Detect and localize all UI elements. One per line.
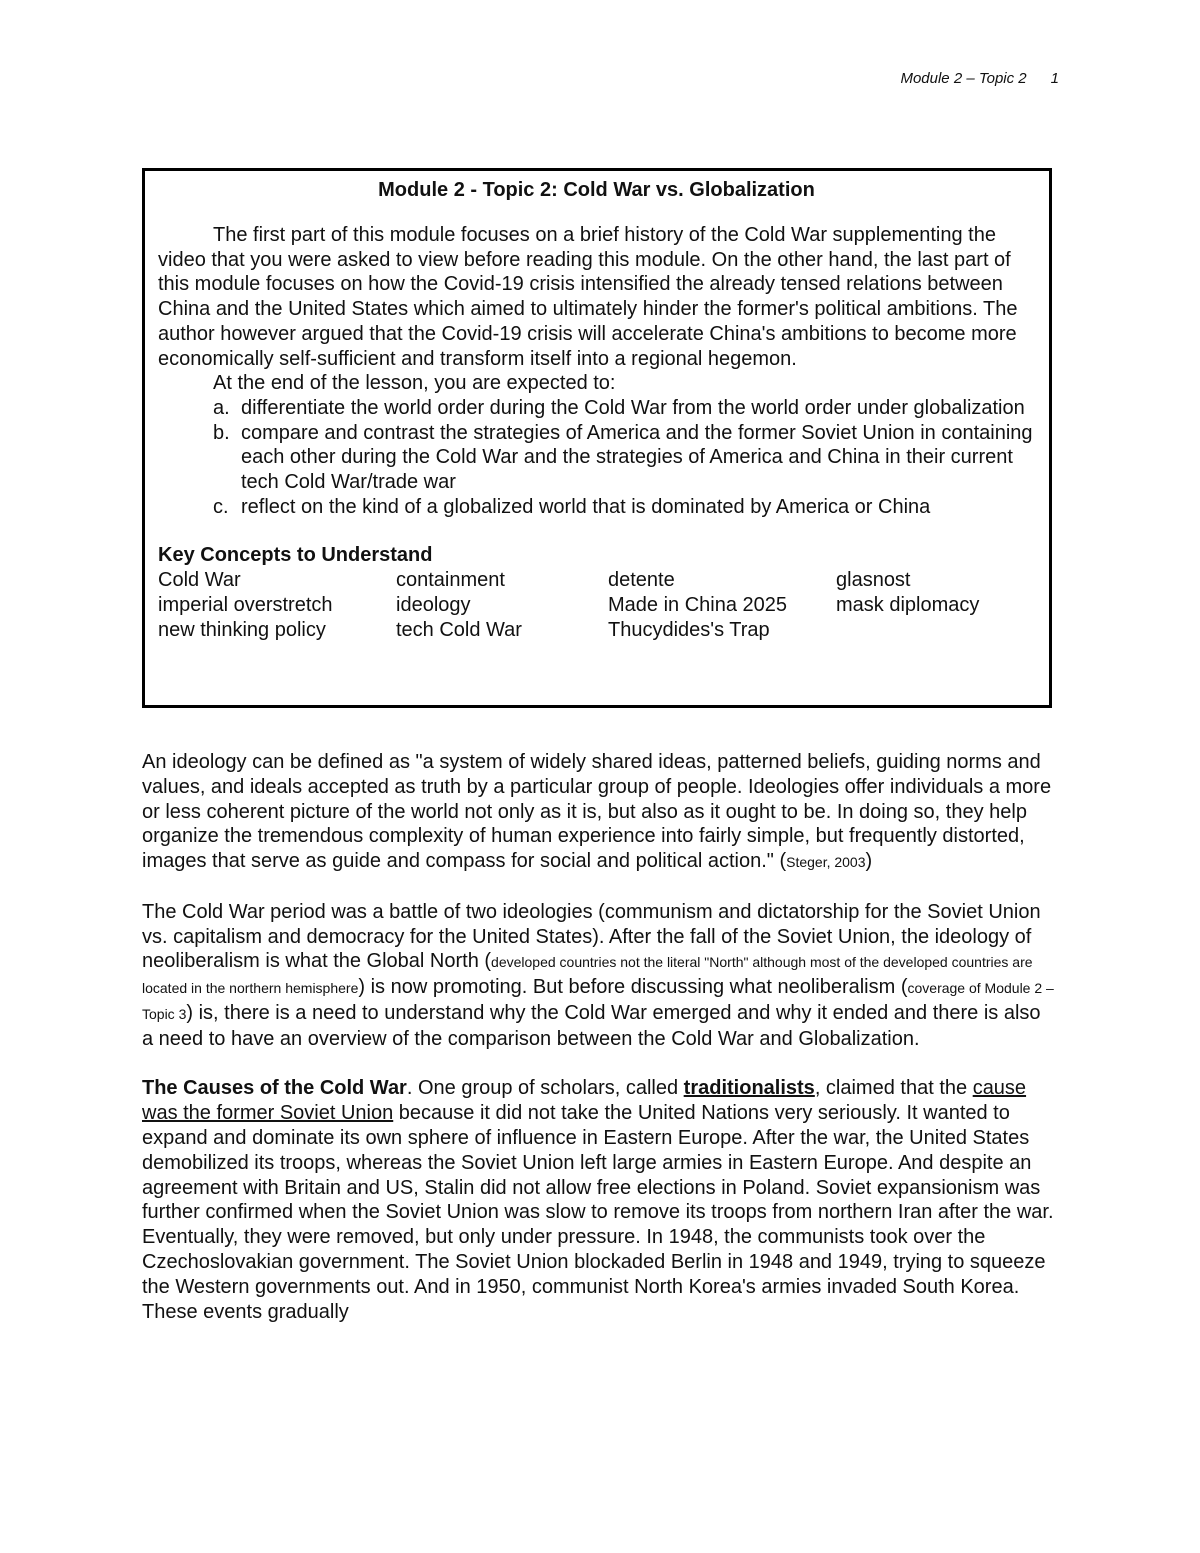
text-run: The Cold War period was a battle of two ideologies (communism and dictatorship for the Soviet Union vs. capitalism and democracy for the United States). After the fall of the Soviet Union, the ideology of neoliberalism is what the Global North ( <box>142 900 1041 973</box>
key-concept: glasnost <box>836 569 911 592</box>
key-concept: tech Cold War <box>396 619 522 642</box>
key-concept: Cold War <box>158 569 241 592</box>
page-number: 1 <box>1050 70 1059 87</box>
objective-item <box>213 495 1035 520</box>
objective-text: differentiate the world order during the Cold War from the world order under globalization <box>241 396 1025 419</box>
running-title: Module 2 – Topic 2 <box>900 70 1027 87</box>
ideology-paragraph <box>142 750 1057 875</box>
objective-item <box>213 396 1035 421</box>
objective-letter: b. <box>213 421 230 444</box>
objectives-list <box>158 396 1035 520</box>
key-concept: imperial overstretch <box>158 594 333 617</box>
causes-paragraph <box>142 1076 1057 1324</box>
citation: Steger, 2003 <box>786 854 866 871</box>
objective-text: compare and contrast the strategies of America and the former Soviet Union in containing each other during the Cold War and the strategies of America and China in their current tech Cold War/trade war <box>241 421 1033 494</box>
text-run: . One group of scholars, called <box>406 1077 684 1100</box>
objective-text: reflect on the kind of a globalized world that is dominated by America or China <box>241 495 931 518</box>
text-run: ) is now promoting. But before discussing what neoliberalism ( <box>358 976 908 999</box>
intro-paragraph: The first part of this module focuses on a brief history of the Cold War supplementing the video that you were asked to view before reading this module. On the other hand, the last part of this module focuses on how the Covid-19 crisis intensified the already tensed relations between China and the United States which aimed to ultimately hinder the former's political ambitions. The author however argued that the Covid-19 crisis will accelerate China's ambitions to become more economically self-sufficient and transform itself into a regional hegemon. <box>158 224 1018 370</box>
objective-item <box>213 421 1035 495</box>
module-reference-note: coverage of Module 2 – Topic 3 <box>142 980 1054 1022</box>
objective-letter: c. <box>213 495 229 518</box>
key-concept: new thinking policy <box>158 619 326 642</box>
text-run: , claimed that the <box>814 1077 973 1100</box>
objective-letter: a. <box>213 396 230 419</box>
page-header <box>876 70 1059 87</box>
key-concepts-grid <box>158 568 1035 643</box>
global-north-note: developed countries not the literal "North" although most of the developed countries are located in the northern hemisphere <box>142 954 1033 997</box>
cold-war-paragraph <box>142 900 1057 1052</box>
body-text <box>142 750 1057 1349</box>
objectives-lead: At the end of the lesson, you are expected to: <box>213 372 616 395</box>
key-concept: ideology <box>396 594 471 617</box>
key-concept: mask diplomacy <box>836 594 980 617</box>
key-concept <box>836 618 1046 643</box>
key-concept: Made in China 2025 <box>608 594 788 617</box>
module-overview-box <box>142 168 1052 708</box>
module-title: Module 2 - Topic 2: Cold War vs. Globalization <box>378 179 815 201</box>
text-run: because it did not take the United Nations very seriously. It wanted to expand and dominate its own sphere of influence in Eastern Europe. After the war, the United States demobilized its troops, whereas the Soviet Union left large armies in Eastern Europe. And despite an agreement with Britain and US, Stalin did not allow free elections in Poland. Soviet expansionism was further confirmed when the Soviet Union was slow to remove its troops from northern Iran after the war. Eventually, they were removed, but only under pressure. In 1948, the communists took over the Czechoslovakian government. The Soviet Union blockaded Berlin in 1948 and 1949, trying to squeeze the Western governments out. And in 1950, communist North Korea's armies invaded South Korea. These events gradually <box>142 1102 1054 1323</box>
text-run: ) is, there is a need to understand why the Cold War emerged and why it ended and there is also a need to have an overview of the comparison between the Cold War and Globalization. <box>142 1001 1041 1050</box>
key-term: traditionalists <box>683 1077 815 1100</box>
section-heading: The Causes of the Cold War <box>142 1077 407 1100</box>
key-concepts-title: Key Concepts to Understand <box>158 544 433 567</box>
citation-close: ) <box>865 850 873 873</box>
key-concept: Thucydides's Trap <box>608 619 770 642</box>
ideology-definition: An ideology can be defined as "a system of widely shared ideas, patterned beliefs, guiding norms and values, and ideals accepted as truth by a particular group of people. Ideologies offer individuals a more or less coherent picture of the world not only as it is, but also as it ought to be. In doing so, they help organize the tremendous complexity of human experience into fairly simple, but frequently distorted, images that serve as guide and compass for social and political action." ( <box>142 751 1052 873</box>
key-concept: detente <box>608 569 675 592</box>
underlined-claim: cause was the former Soviet Union <box>142 1077 1027 1125</box>
key-concept: containment <box>396 569 505 592</box>
